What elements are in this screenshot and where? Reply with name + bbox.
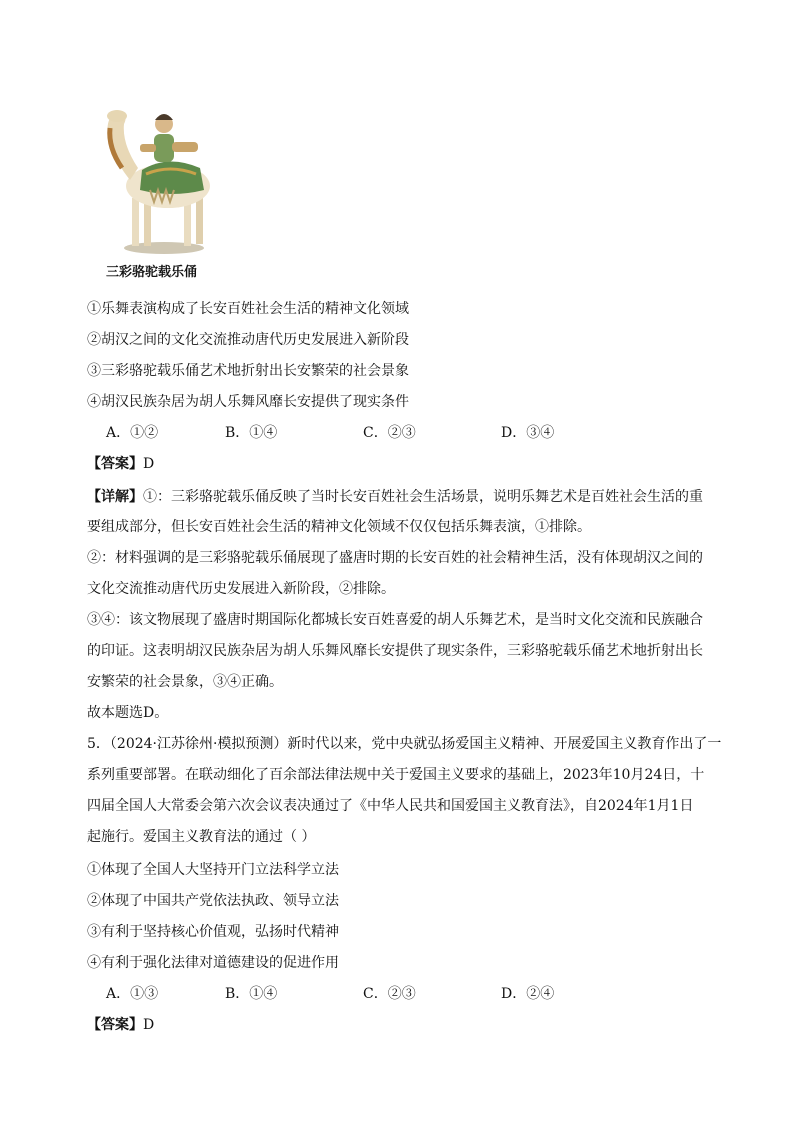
q4-analysis-line-6: 的印证。这表明胡汉民族杂居为胡人乐舞风靡长安提供了现实条件，三彩骆驼载乐俑艺术地折射出长 [87, 643, 703, 659]
q4-statement-1: ①乐舞表演构成了长安百姓社会生活的精神文化领域 [87, 301, 409, 317]
q5-stem-line-2: 系列重要部署。在联动细化了百余部法律法规中关于爱国主义要求的基础上，2023年10月24日，十 [87, 767, 705, 783]
analysis-label: 【详解】 [87, 489, 143, 505]
q5-option-a: A．①③ [106, 986, 159, 1002]
answer-value: D [143, 456, 155, 472]
q4-answer-line [87, 454, 154, 474]
q5-stem-line-4: 起施行。爱国主义教育法的通过（ ） [87, 829, 316, 845]
q4-analysis-line-1 [87, 487, 703, 507]
answer-label: 【答案】 [87, 456, 143, 472]
q5-statement-1: ①体现了全国人大坚持开门立法科学立法 [87, 862, 339, 878]
q4-analysis-line-5: ③④：该文物展现了盛唐时期国际化都城长安百姓喜爱的胡人乐舞艺术，是当时文化交流和民族融合 [87, 612, 703, 628]
q4-analysis-line-7: 安繁荣的社会景象，③④正确。 [87, 674, 283, 690]
q4-analysis-conclusion: 故本题选D。 [87, 705, 169, 721]
answer-label: 【答案】 [87, 1017, 143, 1033]
analysis-text: ①：三彩骆驼载乐俑反映了当时长安百姓社会生活场景，说明乐舞艺术是百姓社会生活的重 [143, 489, 703, 505]
q5-stem-line-3: 四届全国人大常委会第六次会议表决通过了《中华人民共和国爱国主义教育法》，自2024年1月1日 [87, 798, 694, 814]
q4-option-a: A．①② [106, 425, 159, 441]
q5-option-c: C．②③ [363, 986, 416, 1002]
q5-option-d: D．②④ [501, 986, 555, 1002]
q4-option-d: D．③④ [501, 425, 555, 441]
q4-statement-4: ④胡汉民族杂居为胡人乐舞风靡长安提供了现实条件 [87, 394, 409, 410]
answer-value: D [143, 1017, 155, 1033]
q4-statement-3: ③三彩骆驼载乐俑艺术地折射出长安繁荣的社会景象 [87, 363, 409, 379]
q4-analysis-line-2: 要组成部分，但长安百姓社会生活的精神文化领域不仅仅包括乐舞表演，①排除。 [87, 519, 591, 535]
q4-analysis-line-3: ②：材料强调的是三彩骆驼载乐俑展现了盛唐时期的长安百姓的社会精神生活，没有体现胡汉之间的 [87, 550, 703, 566]
camel-figurine-image [92, 98, 222, 258]
q4-option-b: B．①④ [225, 425, 278, 441]
q5-statement-2: ②体现了中国共产党依法执政、领导立法 [87, 893, 339, 909]
figure-caption: 三彩骆驼载乐俑 [106, 265, 198, 280]
q5-stem-line-1: 5．（2024·江苏徐州·模拟预测）新时代以来，党中央就弘扬爱国主义精神、开展爱国主义教育作出了一 [87, 736, 722, 752]
q4-option-c: C．②③ [363, 425, 416, 441]
q5-answer-line [87, 1015, 154, 1035]
q5-statement-4: ④有利于强化法律对道德建设的促进作用 [87, 955, 339, 971]
q5-option-b: B．①④ [225, 986, 278, 1002]
q5-statement-3: ③有利于坚持核心价值观，弘扬时代精神 [87, 924, 339, 940]
q4-statement-2: ②胡汉之间的文化交流推动唐代历史发展进入新阶段 [87, 332, 409, 348]
q4-analysis-line-4: 文化交流推动唐代历史发展进入新阶段，②排除。 [87, 581, 395, 597]
